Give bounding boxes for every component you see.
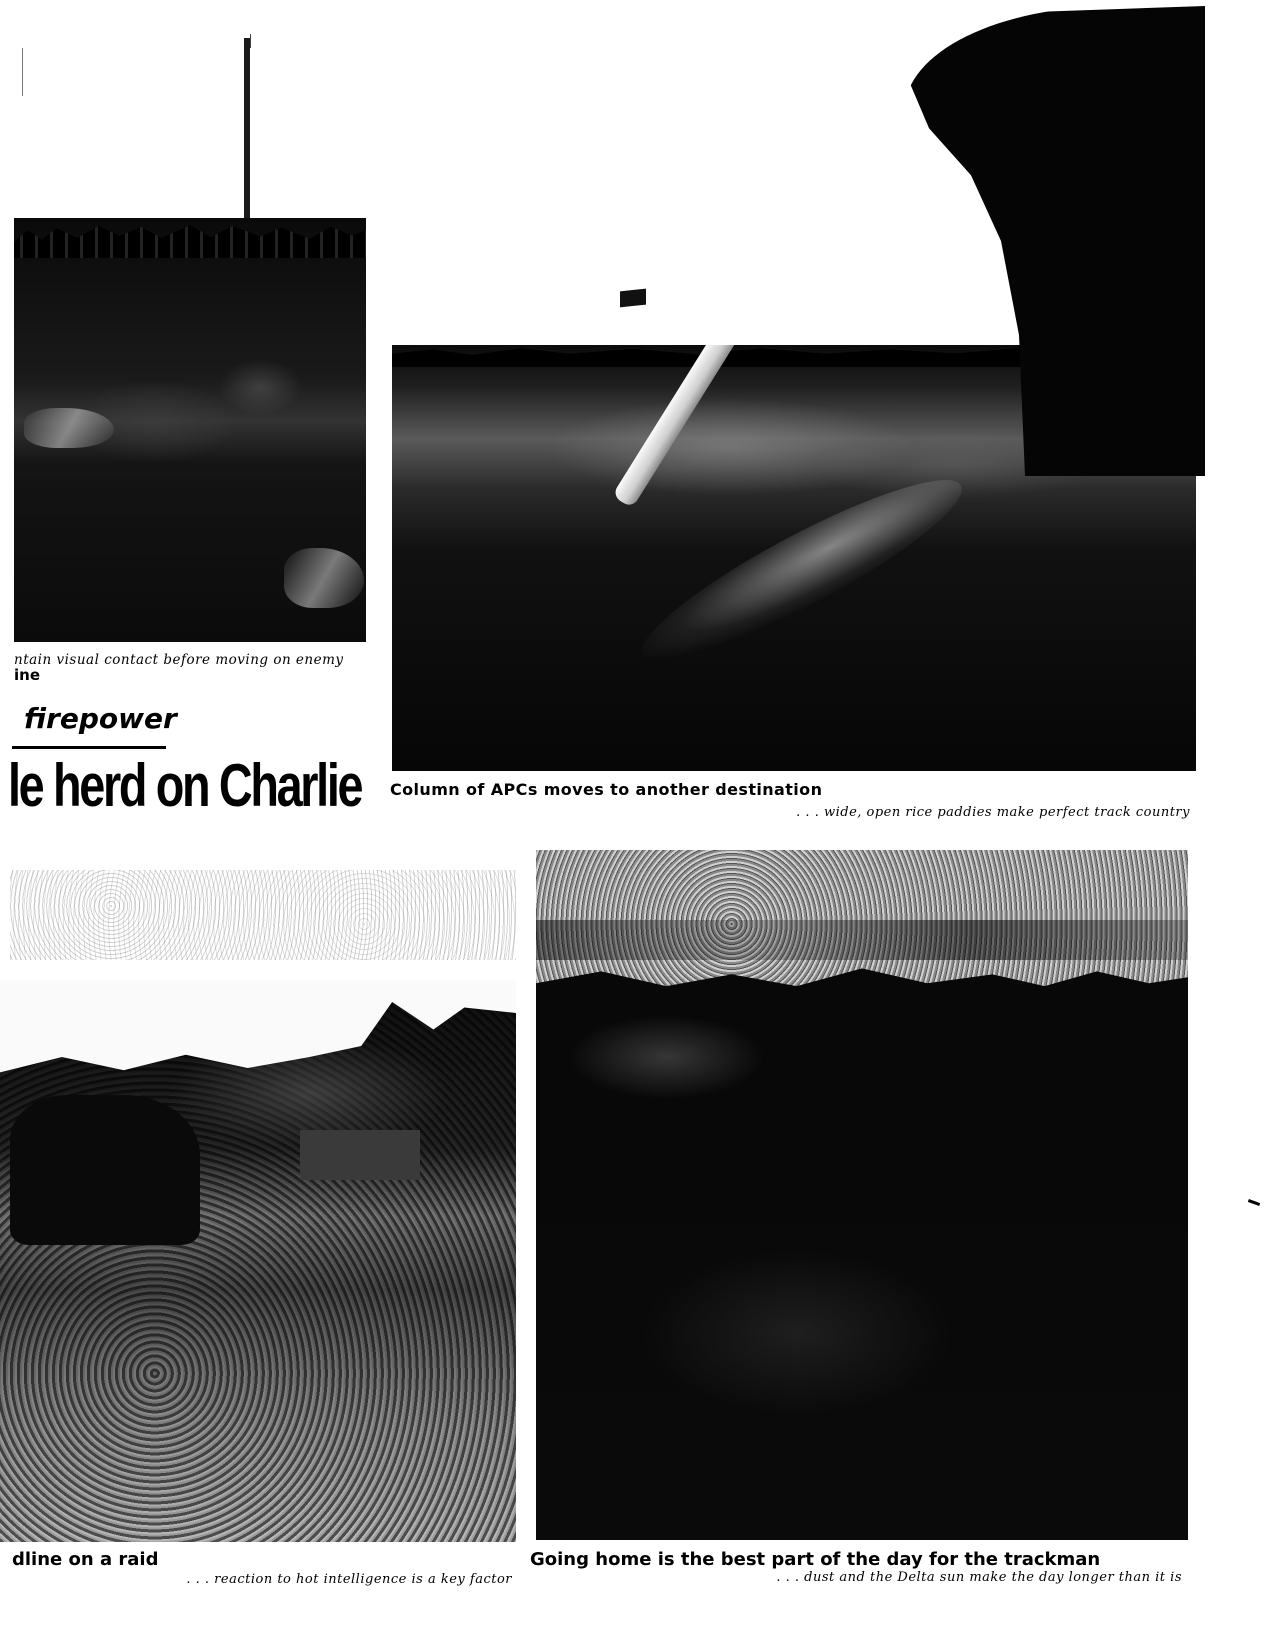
- margin-mark: [1248, 1199, 1260, 1206]
- caption-raid: dline on a raid: [12, 1549, 159, 1570]
- photo-soldier-silhouette: [10, 1095, 200, 1245]
- page-headline: le herd on Charlie: [8, 752, 362, 819]
- antenna-mast: [244, 38, 250, 238]
- photo-going-home: [536, 850, 1188, 1540]
- photo-gunner-in-brush: [14, 218, 366, 642]
- photo-treeline: [14, 218, 366, 258]
- antenna-tip: [250, 34, 251, 48]
- subcaption-going-home: . . . dust and the Delta sun make the day longer than it is: [776, 1570, 1182, 1585]
- photo-flag: [620, 289, 646, 308]
- photo-highlight-foliage: [24, 408, 114, 448]
- photo-sky: [0, 980, 516, 1090]
- photo-raid-sky-grain: [10, 870, 516, 960]
- caption-going-home: Going home is the best part of the day for the trackman: [530, 1549, 1101, 1570]
- photo-raid-paddy: [0, 980, 516, 1542]
- photo-gun-barrel: [612, 345, 744, 508]
- subcaption-raid: . . . reaction to hot intelligence is a key factor: [186, 1572, 512, 1587]
- photo-dust-band: [536, 920, 1188, 960]
- photo-highlight-sleeve: [284, 548, 364, 608]
- kicker-rule: [12, 746, 166, 749]
- subcaption-apc: . . . wide, open rice paddies make perfect track country: [796, 805, 1190, 820]
- photo-hut: [300, 1130, 420, 1180]
- photo-gunner-arm: [627, 455, 978, 686]
- caption-apc: Column of APCs moves to another destination: [390, 780, 823, 799]
- kicker-heading: firepower: [24, 702, 177, 735]
- margin-scratch: [22, 48, 23, 96]
- caption-gunner-line2: ine: [14, 666, 40, 684]
- caption-gunner-line1: ntain visual contact before moving on enemy: [14, 652, 344, 668]
